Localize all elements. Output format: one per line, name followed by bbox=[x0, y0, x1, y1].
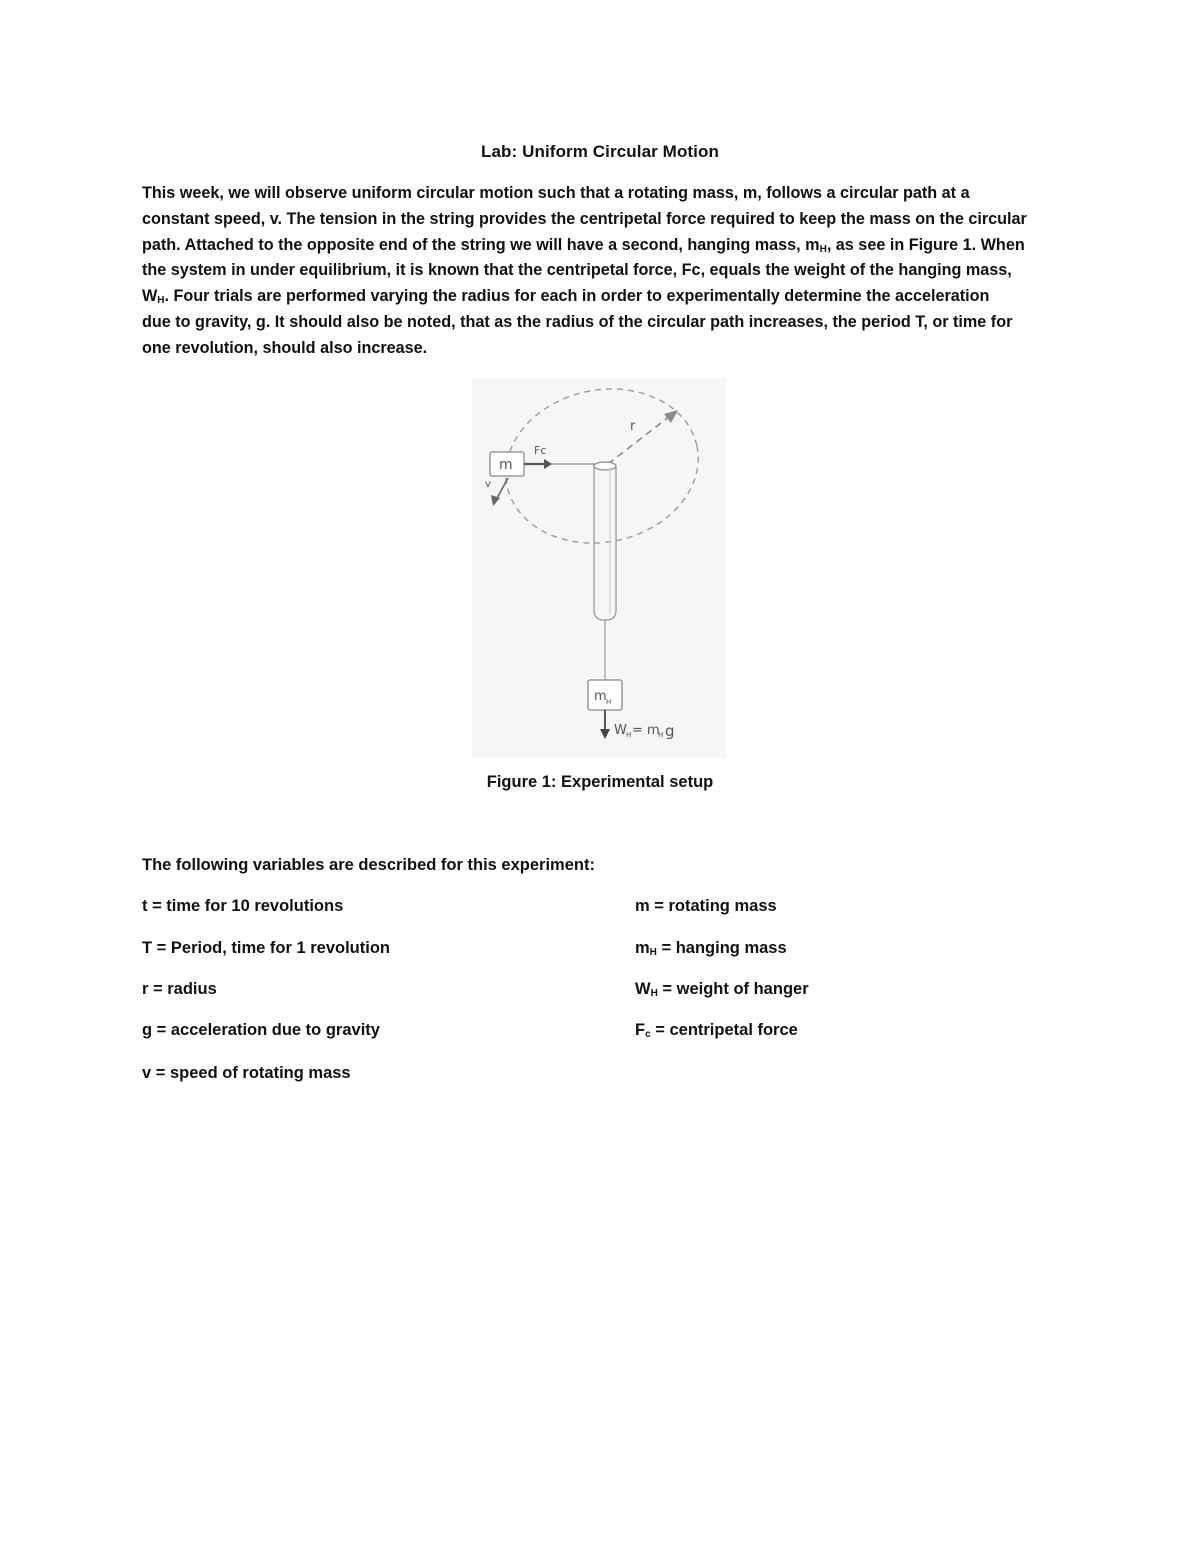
intro-line-3-sub: H bbox=[819, 243, 827, 255]
variable-weight-hanger-sub: H bbox=[650, 988, 658, 999]
radius-line bbox=[608, 416, 670, 464]
hanging-mass-label: m bbox=[594, 689, 607, 704]
weight-arrowhead bbox=[600, 729, 610, 739]
fc-label: Fc bbox=[534, 444, 547, 457]
intro-line-1: This week, we will observe uniform circular motion such that a rotating mass, m, follows a circular path at a bbox=[142, 184, 970, 202]
variable-hanging-mass-sub: H bbox=[649, 947, 657, 958]
variable-weight-hanger bbox=[635, 980, 809, 999]
gravity-label: g bbox=[665, 722, 675, 740]
variable-centripetal-force-symbol: F bbox=[635, 1021, 646, 1039]
weight-label: W bbox=[614, 723, 627, 738]
variable-centripetal-force-text: = centripetal force bbox=[650, 1021, 798, 1039]
variable-hanging-mass-symbol: m bbox=[635, 939, 650, 957]
velocity-label: v bbox=[485, 479, 491, 490]
variable-hanging-mass-text: = hanging mass bbox=[656, 939, 787, 957]
tube-top bbox=[594, 462, 616, 470]
intro-line-5-w: W bbox=[142, 287, 158, 306]
hanging-mass-sub: H bbox=[606, 698, 612, 706]
intro-line-7: one revolution, should also increase. bbox=[142, 338, 428, 357]
intro-line-3 bbox=[142, 233, 1062, 259]
figure-caption: Figure 1: Experimental setup bbox=[486, 773, 714, 791]
variable-t: t = time for 10 revolutions bbox=[142, 897, 344, 915]
variable-rotating-mass bbox=[635, 897, 777, 916]
velocity-arrow bbox=[496, 478, 508, 500]
intro-line-3-tail: , as see in Figure 1. When bbox=[826, 235, 1025, 254]
variable-weight-hanger-text: = weight of hanger bbox=[657, 980, 809, 998]
radius-label: r bbox=[630, 419, 636, 434]
weight-sub: H bbox=[626, 731, 632, 739]
variable-rotating-mass-text: m = rotating mass bbox=[635, 897, 777, 915]
setup-drawing bbox=[472, 378, 726, 758]
experimental-setup-figure bbox=[472, 378, 726, 758]
intro-line-5-text: . Four trials are performed varying the radius for each in order to experimentally determine the acceleration bbox=[164, 287, 990, 306]
variable-period: T = Period, time for 1 revolution bbox=[142, 939, 390, 957]
variables-intro: The following variables are described for this experiment: bbox=[142, 856, 595, 874]
intro-line-5 bbox=[142, 284, 1062, 310]
variable-speed: v = speed of rotating mass bbox=[142, 1064, 351, 1082]
rotating-mass-label: m bbox=[499, 457, 513, 473]
variable-centripetal-force bbox=[635, 1021, 798, 1040]
intro-line-5-sub: H bbox=[157, 295, 165, 307]
intro-line-6: due to gravity, g. It should also be noted, that as the radius of the circular path increases, the period T, or time for bbox=[142, 312, 1013, 331]
weight-eq: = m bbox=[632, 723, 660, 738]
radius-arrowhead bbox=[664, 410, 678, 423]
document-title: Lab: Uniform Circular Motion bbox=[481, 142, 719, 161]
variable-weight-hanger-symbol: W bbox=[635, 980, 651, 998]
fc-arrowhead bbox=[544, 459, 552, 469]
weight-eq-sub: H bbox=[658, 731, 664, 739]
variable-gravity: g = acceleration due to gravity bbox=[142, 1021, 380, 1039]
intro-line-3-text: path. Attached to the opposite end of the string we will have a second, hanging mass, m bbox=[142, 235, 820, 254]
variable-hanging-mass bbox=[635, 939, 787, 958]
intro-paragraph bbox=[142, 181, 1062, 362]
variable-centripetal-force-sub: c bbox=[645, 1029, 651, 1040]
intro-line-4: the system in under equilibrium, it is known that the centripetal force, Fc, equals the weight of the hanging mass, bbox=[142, 261, 1012, 280]
variable-radius: r = radius bbox=[142, 980, 217, 998]
intro-line-2: constant speed, v. The tension in the string provides the centripetal force required to keep the mass on the circular bbox=[142, 209, 1027, 228]
